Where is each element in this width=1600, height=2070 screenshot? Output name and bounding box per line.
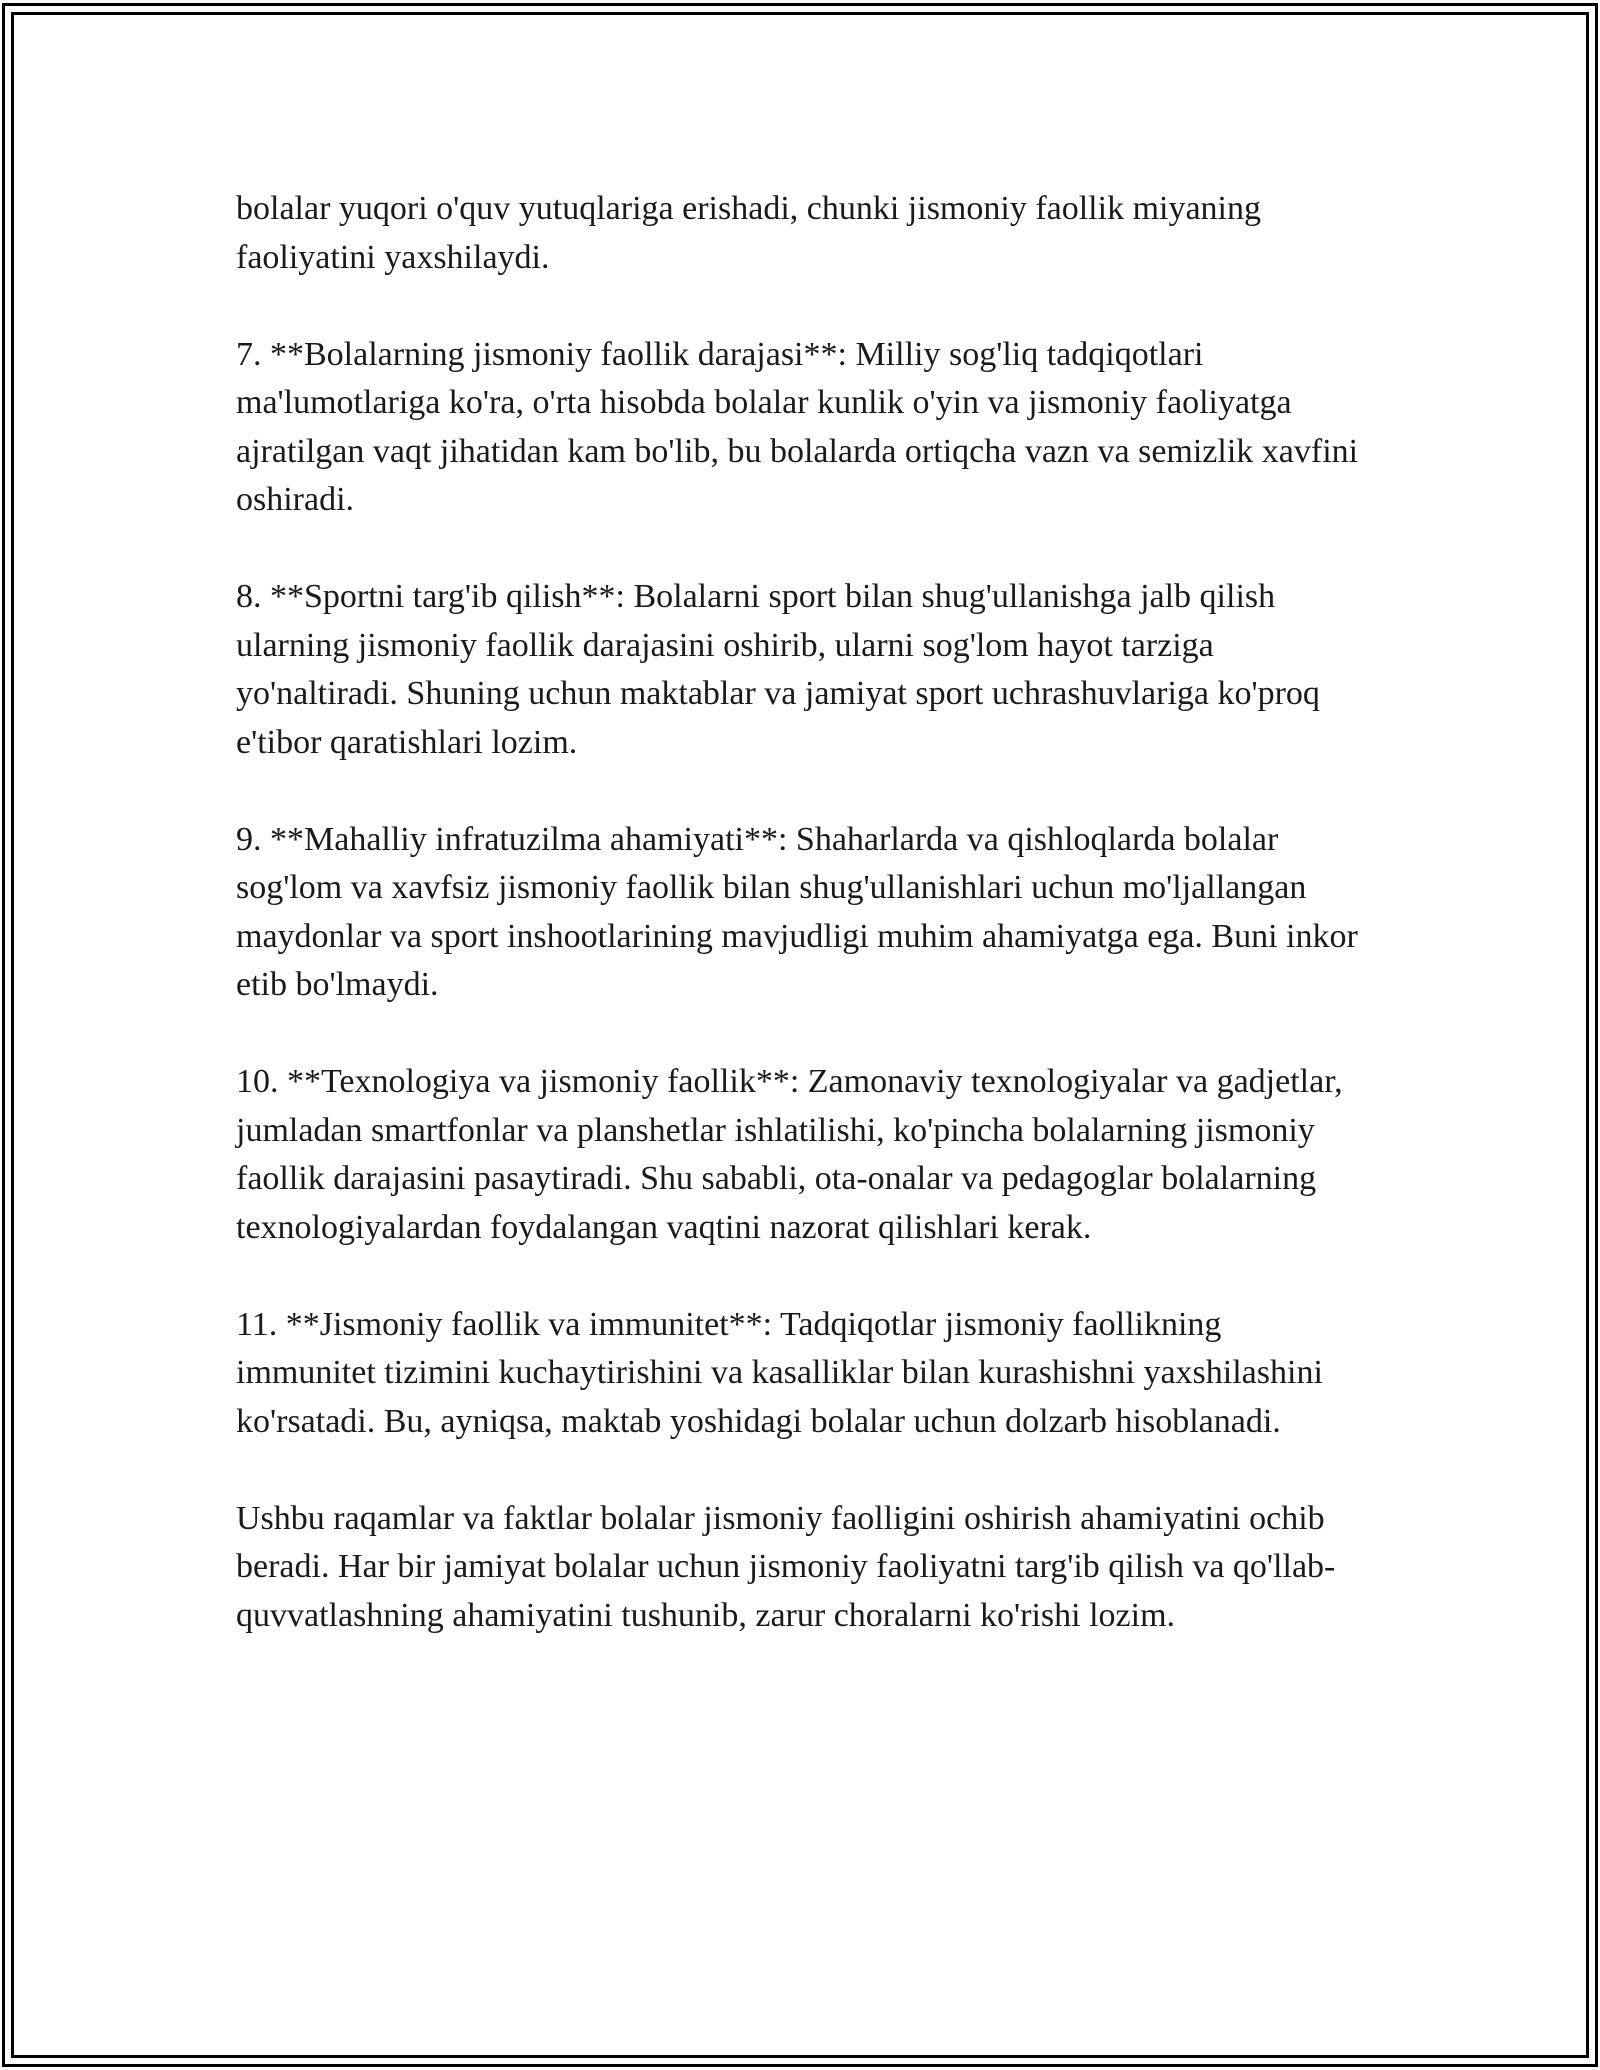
paragraph-item-8: 8. **Sportni targ'ib qilish**: Bolalarni sport bilan shug'ullanishga jalb qilish ularning jismoniy faollik darajasini oshirib, ularni sog'lom hayot tarziga yo'naltiradi. Shuning uchun maktablar va jamiyat sport uchrashuvlariga ko'proq e'tibor qaratishlari lozim.: [236, 578, 1320, 761]
paragraph-continuation: bolalar yuqori o'quv yutuqlariga erishadi, chunki jismoniy faollik miyaning faoliyatini yaxshilaydi.: [236, 190, 1261, 276]
paragraph-item-11: 11. **Jismoniy faollik va immunitet**: Tadqiqotlar jismoniy faollikning immunitet tizimini kuchaytirishini va kasalliklar bilan kurashishni yaxshilashini ko'rsatadi. Bu, ayniqsa, maktab yoshidagi bolalar uchun dolzarb hisoblanadi.: [236, 1305, 1323, 1440]
document-body: [236, 185, 1366, 1640]
paragraph-conclusion: Ushbu raqamlar va faktlar bolalar jismoniy faolligini oshirish ahamiyatini ochib beradi. Har bir jamiyat bolalar uchun jismoniy faoliyatni targ'ib qilish va qo'llab-quvvatlashning ahamiyatini tushunib, zarur choralarni ko'rishi lozim.: [236, 1499, 1336, 1634]
paragraph-item-10: 10. **Texnologiya va jismoniy faollik**: Zamonaviy texnologiyalar va gadjetlar, jumladan smartfonlar va planshetlar ishlatilishi, ko'pincha bolalarning jismoniy faollik darajasini pasaytiradi. Shu sababli, ota-onalar va pedagoglar bolalarning texnologiyalardan foydalangan vaqtini nazorat qilishlari kerak.: [236, 1063, 1343, 1246]
paragraph-item-9: 9. **Mahalliy infratuzilma ahamiyati**: Shaharlarda va qishloqlarda bolalar sog'lom va xavfsiz jismoniy faollik bilan shug'ullanishlari uchun mo'ljallangan maydonlar va sport inshootlarining mavjudligi muhim ahamiyatga ega. Buni inkor etib bo'lmaydi.: [236, 820, 1358, 1003]
paragraph-item-7: 7. **Bolalarning jismoniy faollik darajasi**: Milliy sog'liq tadqiqotlari ma'lumotlariga ko'ra, o'rta hisobda bolalar kunlik o'yin va jismoniy faoliyatga ajratilgan vaqt jihatidan kam bo'lib, bu bolalarda ortiqcha vazn va semizlik xavfini oshiradi.: [236, 335, 1359, 518]
